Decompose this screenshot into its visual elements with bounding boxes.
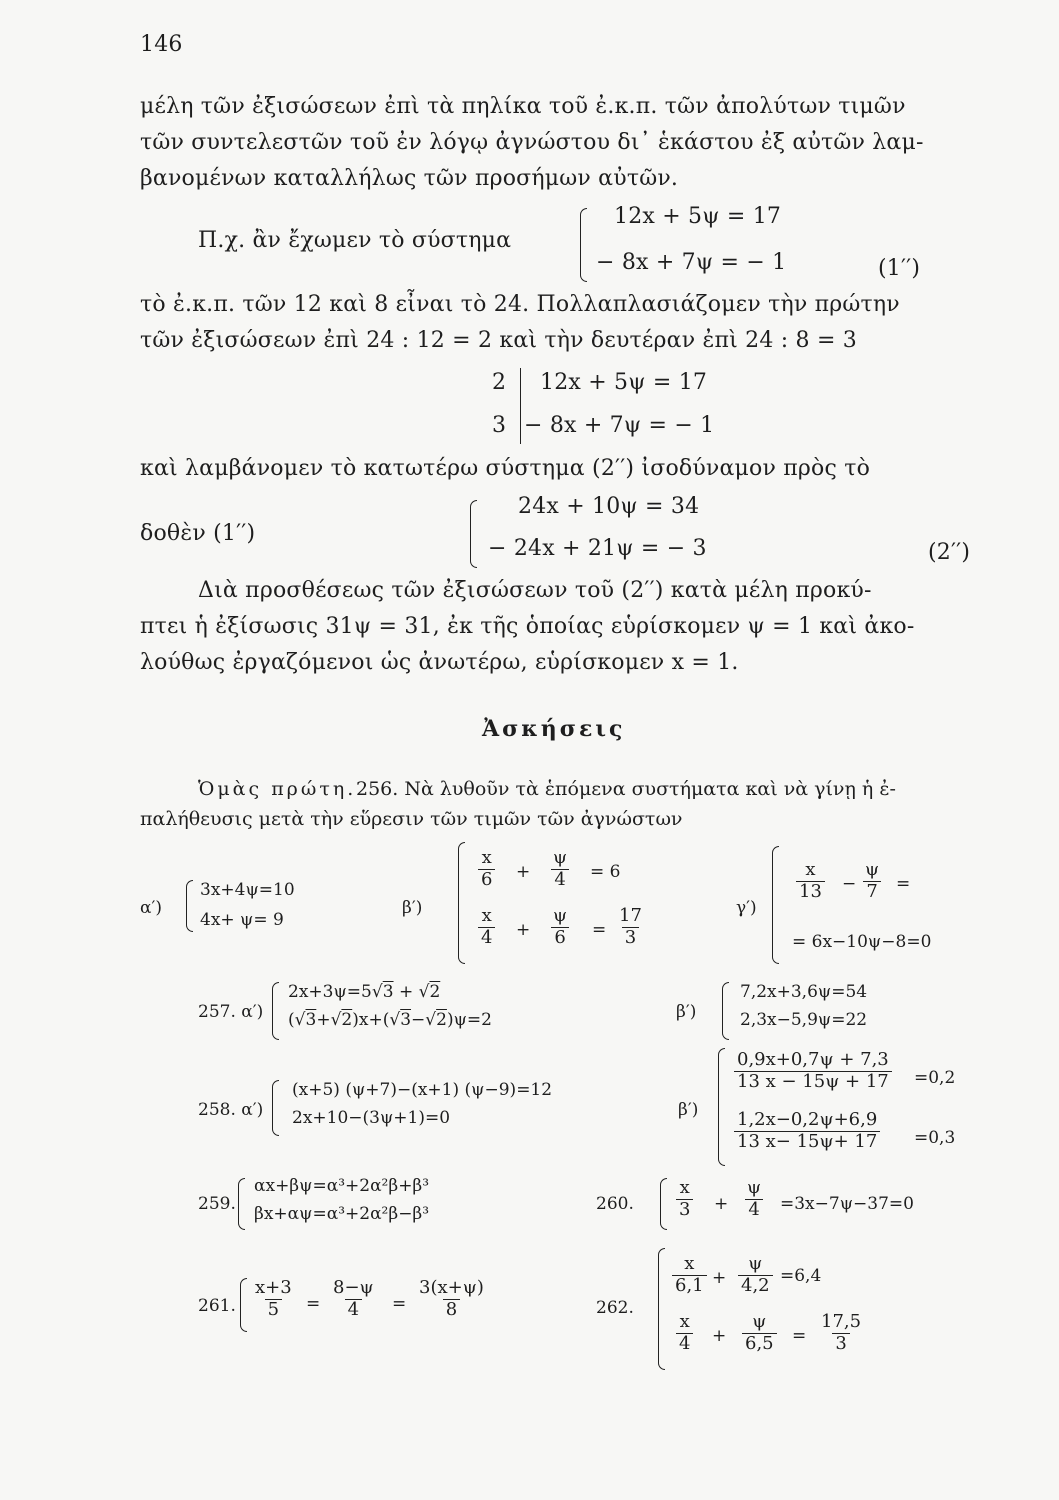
- fraction: $\frac{\psi}{4}$: [747, 1177, 762, 1220]
- paragraph-line: μέλη τῶν ἐξισώσεων ἐπὶ τὰ πηλίκα τοῦ ἐ.κ.π. τῶν ἀπολύτων τιμῶν: [140, 94, 906, 119]
- equals: =: [392, 1294, 407, 1314]
- fraction: $\frac{1,2x-0,2\psi+6,9}{13 x- 15\psi+ 17}$: [734, 1110, 880, 1152]
- equation-rhs: =0,2: [914, 1068, 956, 1088]
- equals: =: [792, 1326, 807, 1346]
- equation: = 6x−10ψ−8=0: [792, 932, 932, 952]
- system-brace: [238, 1178, 245, 1230]
- paragraph-line: βανομένων καταλλήλως τῶν προσήμων αὐτῶν.: [140, 166, 679, 191]
- example-intro: Π.χ. ἂν ἔχωμεν τὸ σύστημα: [198, 228, 512, 253]
- equation-rhs: =: [896, 874, 911, 894]
- page-number: 146: [140, 32, 183, 57]
- system-brace: [458, 842, 465, 964]
- group-label: Ὁμὰς πρώτη.: [198, 778, 357, 800]
- separator-bar: [520, 368, 521, 444]
- equation-rhs: =6,4: [780, 1266, 822, 1286]
- fraction: $\frac{\psi}{7}$: [865, 859, 880, 902]
- equation: − 8x + 7ψ = − 1: [524, 413, 715, 438]
- fraction: $\frac{x}{6,1}$: [672, 1254, 707, 1296]
- exercise-label: 262.: [596, 1298, 634, 1318]
- fraction: $\frac{3(x+\psi)}{8}$: [419, 1277, 484, 1320]
- operator: +: [712, 1268, 727, 1288]
- exercise-label: β′): [676, 1002, 697, 1022]
- equals: =: [306, 1294, 321, 1314]
- equation: 24x + 10ψ = 34: [518, 494, 700, 519]
- operator: −: [842, 874, 857, 894]
- paragraph-line: τῶν συντελεστῶν τοῦ ἐν λόγῳ ἀγνώστου δι᾽ ἑκάστου ἐξ αὐτῶν λαμ-: [140, 130, 924, 155]
- system-brace: [240, 1278, 247, 1332]
- paragraph-line: καὶ λαμβάνομεν τὸ κατωτέρω σύστημα (2′′) ἰσοδύναμον πρὸς τὸ: [140, 456, 871, 481]
- fraction: $\frac{x}{4}$: [676, 1312, 693, 1354]
- equation: − 8x + 7ψ = − 1: [596, 250, 787, 275]
- system-brace: [722, 982, 729, 1040]
- system-brace: [470, 500, 477, 568]
- fraction: $\frac{x}{6}$: [478, 848, 495, 890]
- operator: +: [516, 920, 531, 940]
- system-brace: [658, 1248, 665, 1370]
- equation: 2x+3ψ=5√3 + √2: [288, 982, 441, 1002]
- fraction: $\frac{x}{4}$: [478, 906, 495, 948]
- exercise-label: 258. α′): [198, 1100, 264, 1120]
- system-brace: [186, 880, 193, 932]
- equation-rhs: =0,3: [914, 1128, 956, 1148]
- fraction: $\frac{\psi}{4}$: [553, 847, 568, 890]
- equation-rhs: =3x−7ψ−37=0: [780, 1194, 914, 1214]
- section-heading: Ἀσκήσεις: [482, 716, 626, 742]
- equation: 7,2x+3,6ψ=54: [740, 982, 868, 1002]
- exercise-label: α′): [140, 898, 162, 918]
- exercise-label: β′): [678, 1100, 699, 1120]
- fraction: $\frac{x}{13}$: [796, 860, 825, 902]
- fraction: $\frac{x+3}{5}$: [255, 1277, 292, 1320]
- system-brace: [272, 1080, 279, 1136]
- exercise-label: 259.: [198, 1194, 236, 1214]
- system-brace: [772, 846, 779, 964]
- equation: − 24x + 21ψ = − 3: [488, 536, 707, 561]
- equation: βx+αψ=α³+2α²β−β³: [254, 1204, 430, 1224]
- equation: αx+βψ=α³+2α²β+β³: [254, 1176, 430, 1196]
- paragraph-line: τὸ ἐ.κ.π. τῶν 12 καὶ 8 εἶναι τὸ 24. Πολλαπλασιάζομεν τὴν πρώτην: [140, 292, 900, 317]
- equation-tag: (2′′): [928, 540, 971, 565]
- equation-tag: (1′′): [878, 256, 921, 281]
- exercise-label: 261.: [198, 1296, 236, 1316]
- exercise-label: β′): [402, 898, 423, 918]
- fraction: $\frac{8-\psi}{4}$: [333, 1277, 374, 1320]
- equation: 12x + 5ψ = 17: [614, 204, 782, 229]
- fraction: $\frac{\psi}{4,2}$: [738, 1254, 773, 1296]
- operator: +: [714, 1194, 729, 1214]
- fraction: $\frac{\psi}{6,5}$: [742, 1312, 777, 1354]
- system-brace: [718, 1048, 725, 1166]
- equation: (√3+√2)x+(√3−√2)ψ=2: [288, 1010, 492, 1030]
- exercise-label: 257. α′): [198, 1002, 264, 1022]
- fraction: $\frac{17}{3}$: [619, 905, 642, 948]
- multiplier: 2: [492, 370, 507, 395]
- equation: 2,3x−5,9ψ=22: [740, 1010, 868, 1030]
- fraction: $\frac{0,9x+0,7\psi + 7,3}{13 x - 15\psi + 17}$: [734, 1050, 892, 1092]
- exercise-text: παλήθευσις μετὰ τὴν εὕρεσιν τῶν τιμῶν τῶν ἀγνώστων: [140, 808, 683, 830]
- equation: 4x+ ψ= 9: [200, 910, 284, 930]
- equation: 2x+10−(3ψ+1)=0: [292, 1108, 451, 1128]
- operator: +: [516, 862, 531, 882]
- system-brace: [660, 1178, 667, 1230]
- multiplier: 3: [492, 413, 507, 438]
- fraction: $\frac{x}{3}$: [676, 1178, 693, 1220]
- equation: (x+5) (ψ+7)−(x+1) (ψ−9)=12: [292, 1080, 553, 1100]
- paragraph-line: λούθως ἐργαζόμενοι ὡς ἀνωτέρω, εὑρίσκομεν x = 1.: [140, 650, 739, 675]
- equation: 12x + 5ψ = 17: [540, 370, 708, 395]
- paragraph-line: τῶν ἐξισώσεων ἐπὶ 24 : 12 = 2 καὶ τὴν δευτέραν ἐπὶ 24 : 8 = 3: [140, 328, 857, 353]
- paragraph-line: Διὰ προσθέσεως τῶν ἐξισώσεων τοῦ (2′′) κατὰ μέλη προκύ-: [198, 578, 872, 603]
- system-brace: [272, 982, 279, 1040]
- equation-rhs: = 6: [590, 862, 621, 882]
- operator: +: [712, 1326, 727, 1346]
- paragraph-line: πτει ἡ ἐξίσωσις 31ψ = 31, ἐκ τῆς ὁποίας εὑρίσκομεν ψ = 1 καὶ ἀκο-: [140, 614, 915, 639]
- exercise-label: γ′): [736, 898, 757, 918]
- given-label: δοθὲν (1′′): [140, 521, 256, 546]
- fraction: $\frac{17,5}{3}$: [821, 1311, 862, 1354]
- fraction: $\frac{\psi}{6}$: [553, 905, 568, 948]
- exercise-label: 260.: [596, 1194, 634, 1214]
- equals: =: [592, 920, 607, 940]
- system-brace: [580, 208, 587, 282]
- exercise-text: 256. Νὰ λυθοῦν τὰ ἑπόμενα συστήματα καὶ νὰ γίνῃ ἡ ἐ-: [356, 778, 896, 800]
- equation: 3x+4ψ=10: [200, 880, 295, 900]
